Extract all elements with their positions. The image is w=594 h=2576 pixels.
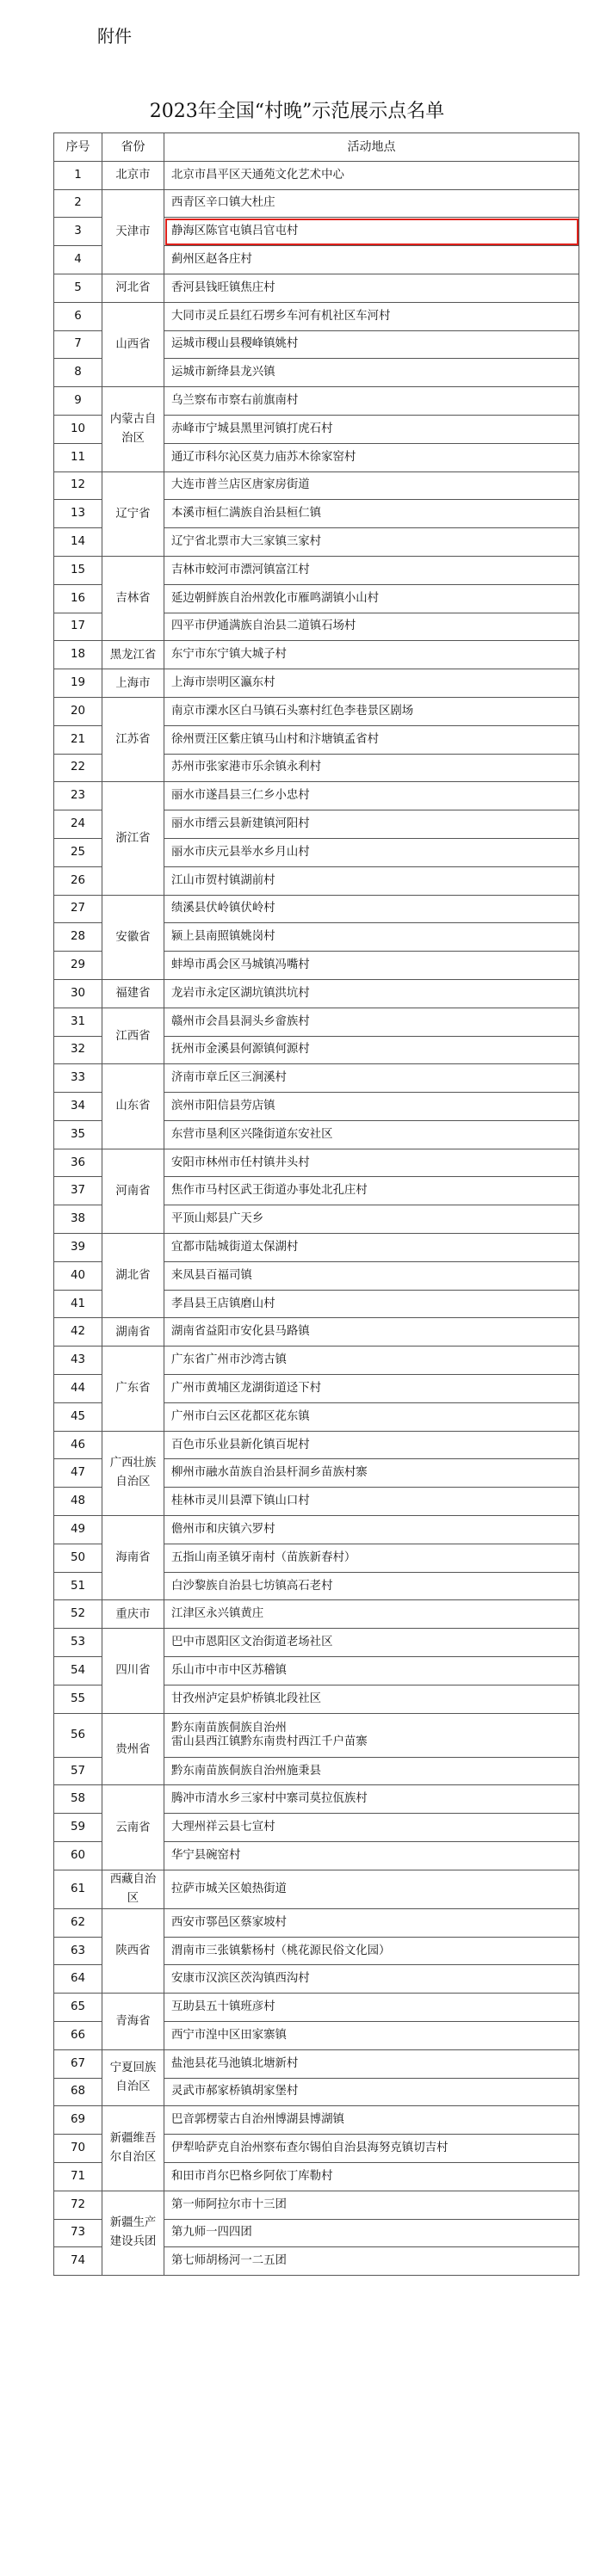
row-province: 上海市 [102, 669, 164, 698]
list-table [53, 132, 579, 2276]
row-location: 安康市汉滨区茨沟镇西沟村 [164, 1965, 579, 1994]
row-index: 29 [54, 952, 102, 980]
row-index: 22 [54, 754, 102, 782]
row-location: 江津区永兴镇黄庄 [164, 1600, 579, 1629]
row-location: 焦作市马村区武王街道办事处北孔庄村 [164, 1177, 579, 1205]
row-index: 61 [54, 1870, 102, 1908]
row-index: 48 [54, 1488, 102, 1516]
row-location: 赤峰市宁城县黑里河镇打虎石村 [164, 415, 579, 443]
row-index: 44 [54, 1375, 102, 1403]
table-row [54, 1994, 579, 2022]
row-index: 58 [54, 1785, 102, 1814]
row-location: 辽宁省北票市大三家镇三家村 [164, 528, 579, 557]
row-province: 黑龙江省 [102, 641, 164, 669]
row-index: 24 [54, 810, 102, 839]
row-index: 74 [54, 2247, 102, 2276]
table-row [54, 387, 579, 416]
row-location: 丽水市遂昌县三仁乡小忠村 [164, 782, 579, 810]
row-location: 互助县五十镇班彦村 [164, 1994, 579, 2022]
row-province: 宁夏回族自治区 [102, 2049, 164, 2106]
row-province: 陕西省 [102, 1908, 164, 1993]
row-index: 6 [54, 302, 102, 330]
row-province: 北京市 [102, 161, 164, 189]
row-province: 山东省 [102, 1064, 164, 1149]
row-location: 延边朝鲜族自治州敦化市雁鸣湖镇小山村 [164, 584, 579, 613]
row-location: 腾冲市清水乡三家村中寨司莫拉佤族村 [164, 1785, 579, 1814]
row-index: 31 [54, 1008, 102, 1036]
row-index: 26 [54, 866, 102, 895]
row-index: 32 [54, 1036, 102, 1064]
table-row [54, 1431, 579, 1459]
row-province: 湖南省 [102, 1318, 164, 1347]
page-title: 2023年全国“村晚”示范展示点名单 [149, 101, 445, 122]
row-location: 蚌埠市禹会区马城镇冯嘴村 [164, 952, 579, 980]
row-location: 颍上县南照镇姚岗村 [164, 923, 579, 952]
row-index: 28 [54, 923, 102, 952]
row-location: 济南市章丘区三涧溪村 [164, 1064, 579, 1093]
row-location: 吉林市蛟河市漂河镇富江村 [164, 556, 579, 584]
row-location: 儋州市和庆镇六罗村 [164, 1516, 579, 1544]
row-province: 广西壮族自治区 [102, 1431, 164, 1515]
row-index: 14 [54, 528, 102, 557]
row-index: 33 [54, 1064, 102, 1093]
row-index: 69 [54, 2106, 102, 2135]
table-row [54, 471, 579, 500]
row-province: 重庆市 [102, 1600, 164, 1629]
row-index: 10 [54, 415, 102, 443]
row-province: 福建省 [102, 979, 164, 1008]
row-index: 59 [54, 1814, 102, 1842]
row-index: 54 [54, 1657, 102, 1685]
table-row [54, 1064, 579, 1093]
row-location: 华宁县碗窑村 [164, 1842, 579, 1870]
row-location: 大理州祥云县七宣村 [164, 1814, 579, 1842]
table-row [54, 2106, 579, 2135]
row-location: 乌兰察布市察右前旗南村 [164, 387, 579, 416]
row-index: 47 [54, 1459, 102, 1488]
header-province: 省份 [102, 133, 164, 162]
row-location: 第七师胡杨河一二五团 [164, 2247, 579, 2276]
table-row [54, 1234, 579, 1262]
row-index: 46 [54, 1431, 102, 1459]
row-location: 静海区陈官屯镇吕官屯村 [164, 218, 579, 246]
row-location: 宜都市陆城街道太保湖村 [164, 1234, 579, 1262]
row-index: 51 [54, 1572, 102, 1600]
row-location: 盐池县花马池镇北塘新村 [164, 2049, 579, 2078]
row-index: 39 [54, 1234, 102, 1262]
row-location: 广东省广州市沙湾古镇 [164, 1347, 579, 1375]
row-index: 23 [54, 782, 102, 810]
row-index: 64 [54, 1965, 102, 1994]
row-index: 68 [54, 2078, 102, 2106]
row-index: 18 [54, 641, 102, 669]
row-location: 香河县钱旺镇焦庄村 [164, 274, 579, 302]
row-index: 11 [54, 443, 102, 471]
attachment-label: 附件 [97, 26, 132, 46]
row-province: 天津市 [102, 189, 164, 274]
table-row [54, 1908, 579, 1937]
row-location: 绩溪县伏岭镇伏岭村 [164, 895, 579, 923]
row-location: 西安市鄠邑区蔡家坡村 [164, 1908, 579, 1937]
table-row [54, 1870, 579, 1908]
row-location: 抚州市金溪县何源镇何源村 [164, 1036, 579, 1064]
table-row [54, 669, 579, 698]
table-header-row [54, 133, 579, 162]
row-index: 55 [54, 1685, 102, 1713]
row-index: 65 [54, 1994, 102, 2022]
row-index: 38 [54, 1205, 102, 1234]
header-index: 序号 [54, 133, 102, 162]
table-row [54, 1347, 579, 1375]
row-location: 大同市灵丘县红石塄乡车河有机社区车河村 [164, 302, 579, 330]
row-location: 徐州贾汪区紫庄镇马山村和汴塘镇孟省村 [164, 725, 579, 754]
row-index: 67 [54, 2049, 102, 2078]
table-row [54, 1629, 579, 1657]
table-row [54, 274, 579, 302]
row-location: 龙岩市永定区湖坑镇洪坑村 [164, 979, 579, 1008]
row-index: 15 [54, 556, 102, 584]
row-index: 60 [54, 1842, 102, 1870]
table-row [54, 1318, 579, 1347]
row-index: 49 [54, 1516, 102, 1544]
row-location: 巴中市恩阳区文治街道老场社区 [164, 1629, 579, 1657]
row-index: 21 [54, 725, 102, 754]
row-index: 30 [54, 979, 102, 1008]
row-location: 通辽市科尔沁区莫力庙苏木徐家窑村 [164, 443, 579, 471]
row-location: 广州市白云区花都区花东镇 [164, 1402, 579, 1431]
row-index: 12 [54, 471, 102, 500]
row-index: 7 [54, 330, 102, 359]
row-province: 江西省 [102, 1008, 164, 1064]
row-province: 新疆维吾尔自治区 [102, 2106, 164, 2191]
row-location: 大连市普兰店区唐家房街道 [164, 471, 579, 500]
row-index: 34 [54, 1093, 102, 1121]
row-location: 滨州市阳信县劳店镇 [164, 1093, 579, 1121]
row-location: 西青区辛口镇大杜庄 [164, 189, 579, 218]
table-row [54, 556, 579, 584]
row-location: 桂林市灵川县潭下镇山口村 [164, 1488, 579, 1516]
table-row [54, 895, 579, 923]
row-location: 广州市黄埔区龙湖街道迳下村 [164, 1375, 579, 1403]
row-index: 20 [54, 697, 102, 725]
row-province: 江苏省 [102, 697, 164, 781]
row-province: 青海省 [102, 1994, 164, 2050]
row-location: 丽水市庆元县举水乡月山村 [164, 838, 579, 866]
row-location: 江山市贺村镇湖前村 [164, 866, 579, 895]
row-index: 2 [54, 189, 102, 218]
row-location: 东宁市东宁镇大城子村 [164, 641, 579, 669]
table-row [54, 1713, 579, 1757]
row-index: 1 [54, 161, 102, 189]
row-location: 甘孜州泸定县炉桥镇北段社区 [164, 1685, 579, 1713]
row-index: 17 [54, 613, 102, 641]
row-location: 灵武市郝家桥镇胡家堡村 [164, 2078, 579, 2106]
table-row [54, 782, 579, 810]
row-location: 丽水市缙云县新建镇河阳村 [164, 810, 579, 839]
row-index: 56 [54, 1713, 102, 1757]
row-location: 百色市乐业县新化镇百坭村 [164, 1431, 579, 1459]
row-province: 河南省 [102, 1149, 164, 1233]
table-row [54, 1516, 579, 1544]
row-location: 南京市溧水区白马镇石头寨村红色李巷景区剧场 [164, 697, 579, 725]
row-location: 运城市新绛县龙兴镇 [164, 359, 579, 387]
table-row [54, 161, 579, 189]
row-location: 孝昌县王店镇磨山村 [164, 1290, 579, 1318]
row-location: 四平市伊通满族自治县二道镇石场村 [164, 613, 579, 641]
row-location: 拉萨市城关区娘热街道 [164, 1870, 579, 1908]
row-location: 巴音郭楞蒙古自治州博湖县博湖镇 [164, 2106, 579, 2135]
row-province: 西藏自治区 [102, 1870, 164, 1908]
row-index: 9 [54, 387, 102, 416]
row-location: 来凤县百福司镇 [164, 1261, 579, 1290]
row-province: 吉林省 [102, 556, 164, 640]
row-index: 35 [54, 1120, 102, 1149]
table-row [54, 189, 579, 218]
row-province: 安徽省 [102, 895, 164, 979]
row-index: 25 [54, 838, 102, 866]
row-location: 黔东南苗族侗族自治州施秉县 [164, 1757, 579, 1785]
row-location: 和田市肖尔巴格乡阿依丁库勒村 [164, 2162, 579, 2191]
row-index: 45 [54, 1402, 102, 1431]
row-index: 66 [54, 2022, 102, 2050]
row-province: 云南省 [102, 1785, 164, 1870]
row-province: 新疆生产建设兵团 [102, 2191, 164, 2275]
row-index: 41 [54, 1290, 102, 1318]
row-index: 57 [54, 1757, 102, 1785]
row-province: 浙江省 [102, 782, 164, 895]
row-index: 42 [54, 1318, 102, 1347]
row-index: 19 [54, 669, 102, 698]
row-index: 16 [54, 584, 102, 613]
table-row [54, 1008, 579, 1036]
row-location: 渭南市三张镇紫杨村（桃花源民俗文化园） [164, 1937, 579, 1965]
row-index: 50 [54, 1544, 102, 1572]
row-province: 辽宁省 [102, 471, 164, 556]
row-location: 赣州市会昌县洞头乡畲族村 [164, 1008, 579, 1036]
row-province: 山西省 [102, 302, 164, 386]
row-index: 37 [54, 1177, 102, 1205]
row-location: 平顶山郏县广天乡 [164, 1205, 579, 1234]
row-location: 北京市昌平区天通苑文化艺术中心 [164, 161, 579, 189]
row-province: 内蒙古自治区 [102, 387, 164, 471]
row-index: 73 [54, 2219, 102, 2247]
row-province: 贵州省 [102, 1713, 164, 1785]
row-location: 东营市垦利区兴隆街道东安社区 [164, 1120, 579, 1149]
row-index: 8 [54, 359, 102, 387]
row-index: 13 [54, 500, 102, 528]
row-province: 广东省 [102, 1347, 164, 1431]
table-row [54, 2191, 579, 2219]
row-location: 本溪市桓仁满族自治县桓仁镇 [164, 500, 579, 528]
row-index: 62 [54, 1908, 102, 1937]
row-index: 40 [54, 1261, 102, 1290]
row-index: 72 [54, 2191, 102, 2219]
row-location: 苏州市张家港市乐余镇永利村 [164, 754, 579, 782]
row-index: 27 [54, 895, 102, 923]
row-index: 36 [54, 1149, 102, 1177]
row-location: 白沙黎族自治县七坊镇高石老村 [164, 1572, 579, 1600]
row-province: 湖北省 [102, 1234, 164, 1318]
table-row [54, 1785, 579, 1814]
row-location: 柳州市融水苗族自治县杆洞乡苗族村寨 [164, 1459, 579, 1488]
row-location: 黔东南苗族侗族自治州 雷山县西江镇黔东南贵村西江千户苗寨 [164, 1713, 579, 1757]
row-index: 63 [54, 1937, 102, 1965]
table-row [54, 641, 579, 669]
table-row [54, 302, 579, 330]
row-index: 71 [54, 2162, 102, 2191]
row-location: 伊犁哈萨克自治州察布查尔锡伯自治县海努克镇切吉村 [164, 2135, 579, 2163]
header-location: 活动地点 [164, 133, 579, 162]
row-location: 五指山南圣镇牙南村（苗族新春村） [164, 1544, 579, 1572]
row-index: 43 [54, 1347, 102, 1375]
row-index: 53 [54, 1629, 102, 1657]
row-province: 四川省 [102, 1629, 164, 1713]
row-index: 4 [54, 246, 102, 274]
row-location: 上海市崇明区瀛东村 [164, 669, 579, 698]
table-row [54, 979, 579, 1008]
row-location: 湖南省益阳市安化县马路镇 [164, 1318, 579, 1347]
table-row [54, 2049, 579, 2078]
row-index: 3 [54, 218, 102, 246]
table-row [54, 697, 579, 725]
row-index: 70 [54, 2135, 102, 2163]
row-index: 52 [54, 1600, 102, 1629]
row-index: 5 [54, 274, 102, 302]
table-row [54, 1149, 579, 1177]
row-location: 第一师阿拉尔市十三团 [164, 2191, 579, 2219]
row-location: 安阳市林州市任村镇井头村 [164, 1149, 579, 1177]
row-location: 第九师一四四团 [164, 2219, 579, 2247]
row-location: 运城市稷山县稷峰镇姚村 [164, 330, 579, 359]
row-province: 海南省 [102, 1516, 164, 1600]
row-location: 蓟州区赵各庄村 [164, 246, 579, 274]
table-row [54, 1600, 579, 1629]
row-location: 乐山市中市中区苏稽镇 [164, 1657, 579, 1685]
row-province: 河北省 [102, 274, 164, 302]
table-body [54, 161, 579, 2275]
row-location: 西宁市湟中区田家寨镇 [164, 2022, 579, 2050]
